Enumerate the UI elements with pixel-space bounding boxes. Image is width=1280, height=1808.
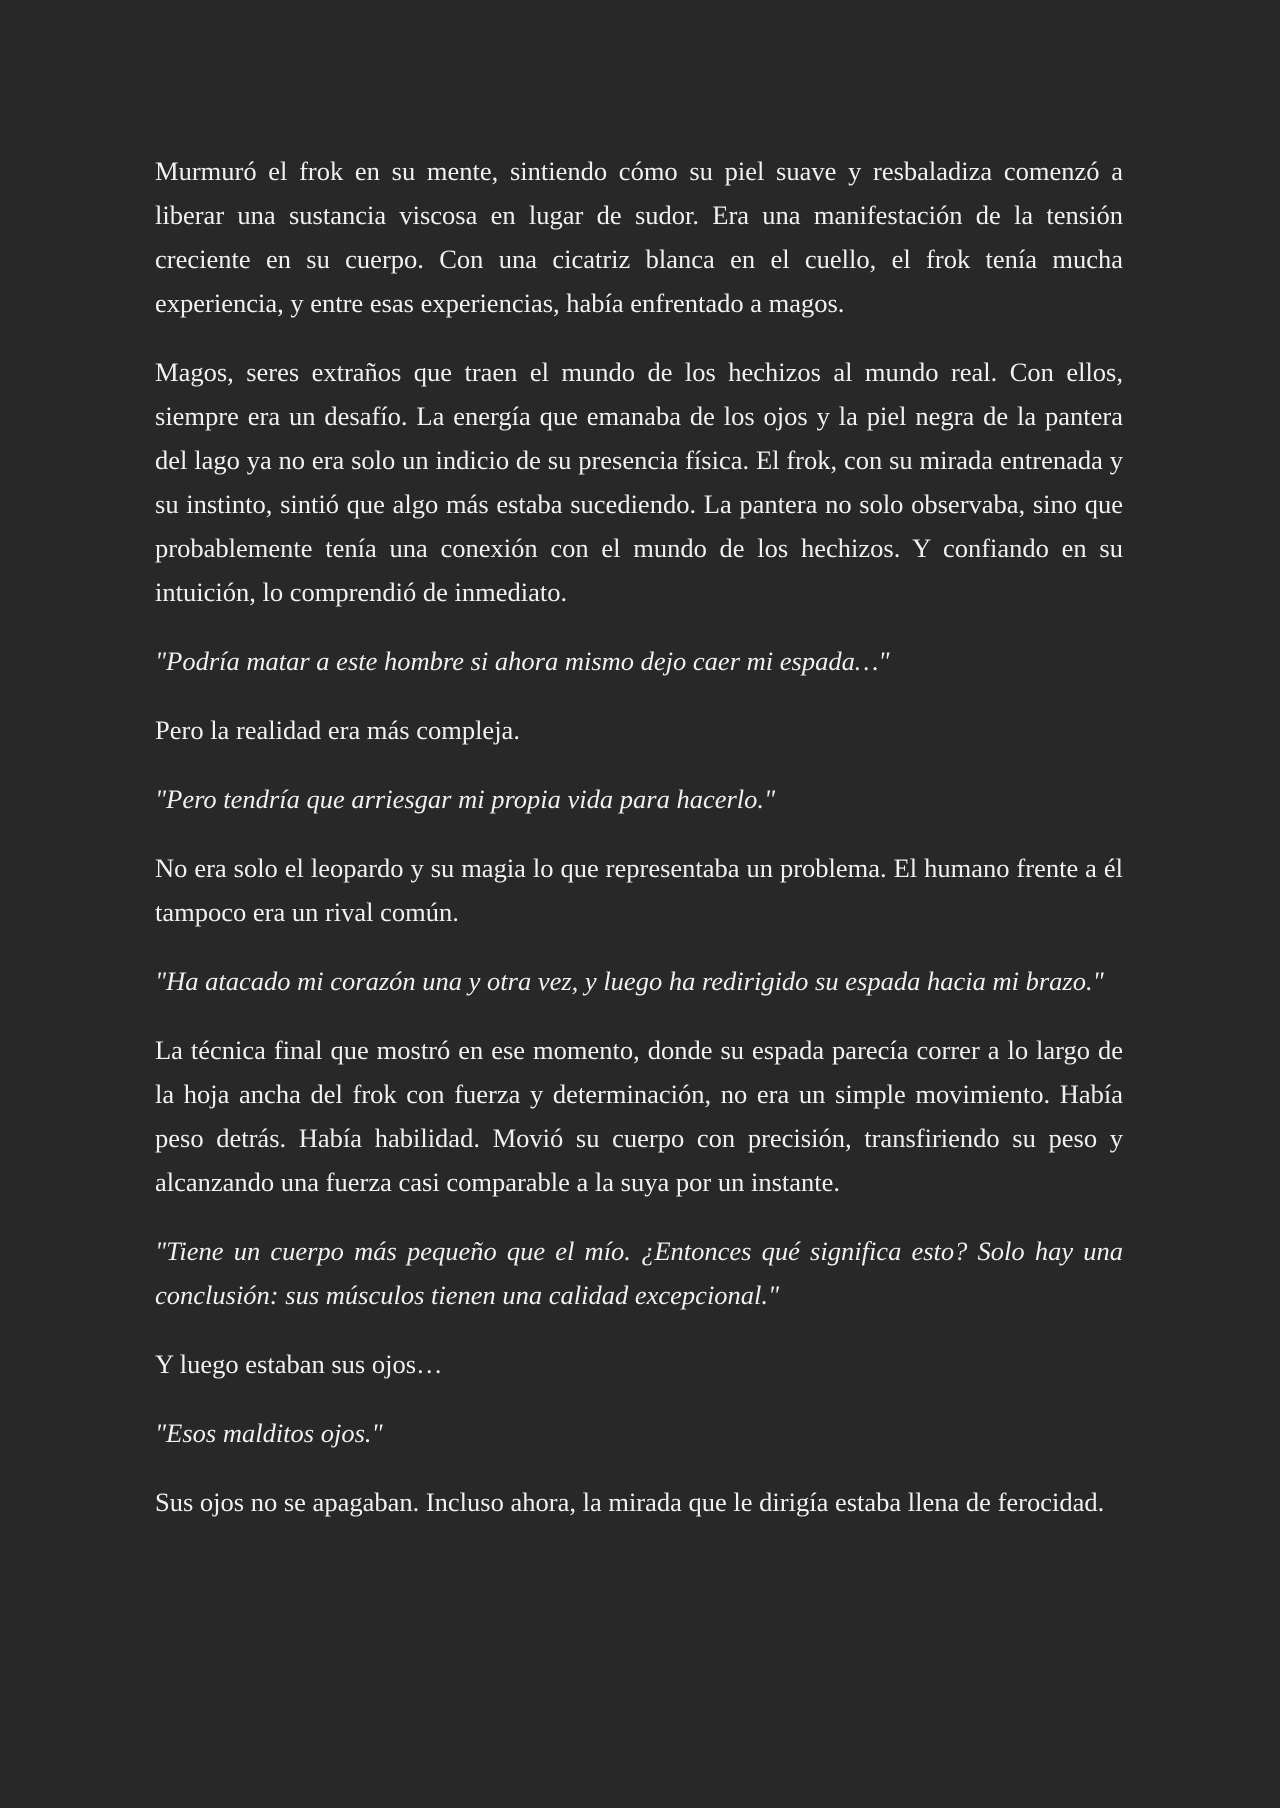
- chapter-text: [155, 149, 1123, 1524]
- inner-thought: "Podría matar a este hombre si ahora mismo dejo caer mi espada…": [155, 646, 890, 676]
- inner-thought: "Esos malditos ojos.": [155, 1418, 383, 1448]
- inner-thought: "Pero tendría que arriesgar mi propia vida para hacerlo.": [155, 784, 776, 814]
- inner-thought: "Ha atacado mi corazón una y otra vez, y luego ha redirigido su espada hacia mi brazo.": [155, 966, 1104, 996]
- inner-thought: "Tiene un cuerpo más pequeño que el mío. ¿Entonces qué significa esto? Solo hay una conclusión: sus músculos tienen una calidad excepcional.": [155, 1236, 1123, 1310]
- paragraph: Y luego estaban sus ojos…: [155, 1349, 443, 1379]
- paragraph: La técnica final que mostró en ese momento, donde su espada parecía correr a lo largo de la hoja ancha del frok con fuerza y determinación, no era un simple movimiento. Había peso detrás. Había habilidad. Movió su cuerpo con precisión, transfiriendo su peso y alcanzando una fuerza casi comparable a la suya por un instante.: [155, 1035, 1123, 1197]
- paragraph: Sus ojos no se apagaban. Incluso ahora, la mirada que le dirigía estaba llena de ferocidad.: [155, 1487, 1105, 1517]
- paragraph: Pero la realidad era más compleja.: [155, 715, 520, 745]
- paragraph: Magos, seres extraños que traen el mundo de los hechizos al mundo real. Con ellos, siempre era un desafío. La energía que emanaba de los ojos y la piel negra de la pantera del lago ya no era solo un indicio de su presencia física. El frok, con su mirada entrenada y su instinto, sintió que algo más estaba sucediendo. La pantera no solo observaba, sino que probablemente tenía una conexión con el mundo de los hechizos. Y confiando en su intuición, lo comprendió de inmediato.: [155, 357, 1123, 607]
- paragraph: Murmuró el frok en su mente, sintiendo cómo su piel suave y resbaladiza comenzó a liberar una sustancia viscosa en lugar de sudor. Era una manifestación de la tensión creciente en su cuerpo. Con una cicatriz blanca en el cuello, el frok tenía mucha experiencia, y entre esas experiencias, había enfrentado a magos.: [155, 156, 1123, 318]
- paragraph: No era solo el leopardo y su magia lo que representaba un problema. El humano frente a él tampoco era un rival común.: [155, 853, 1123, 927]
